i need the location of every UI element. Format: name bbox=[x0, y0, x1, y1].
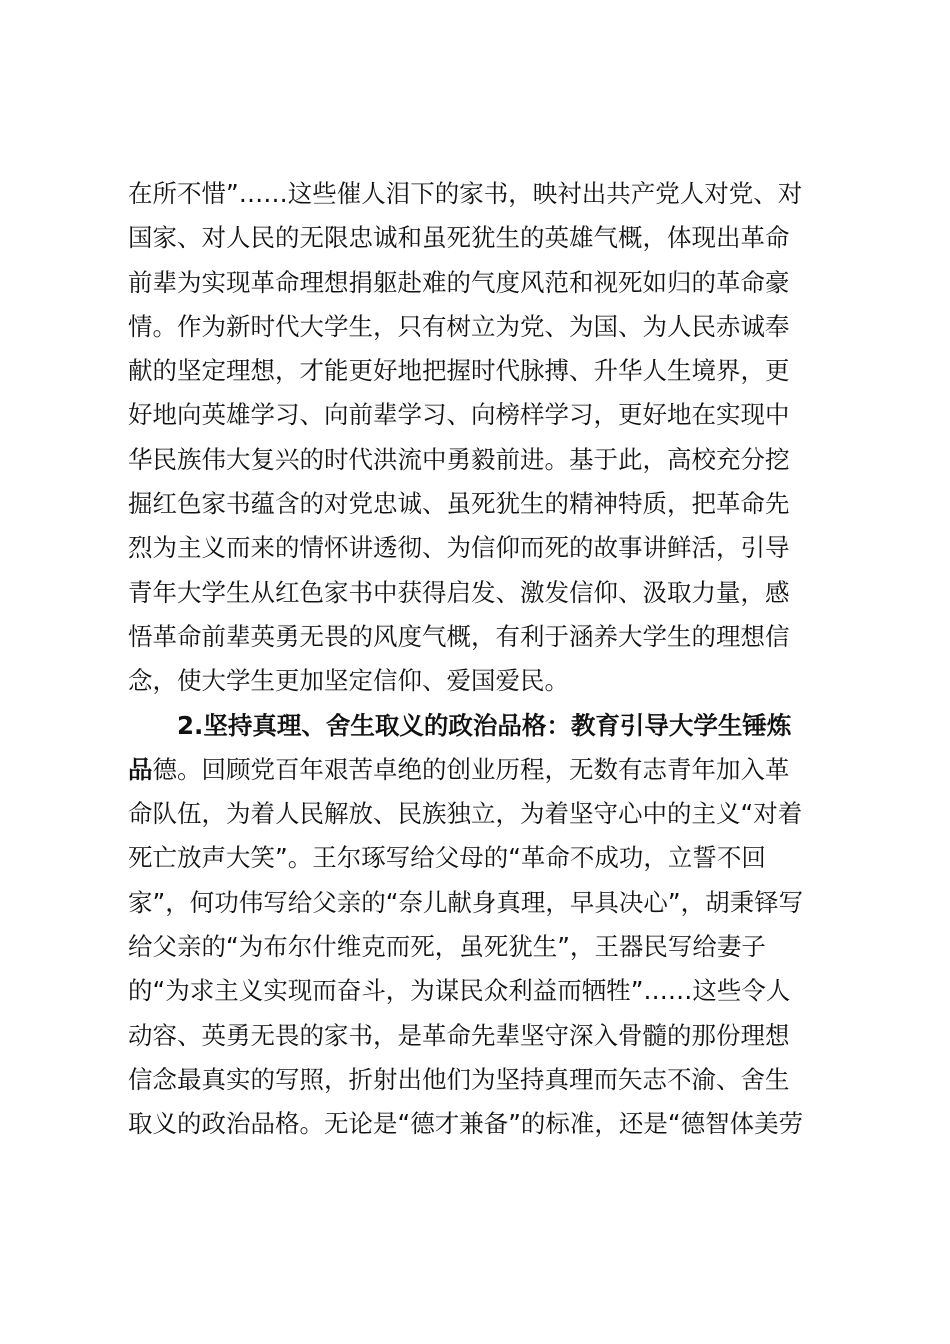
text-line: 掘红色家书蕴含的对党忠诚、虽死犹生的精神特质，把革命先 bbox=[128, 489, 790, 519]
heading-tail: 品 bbox=[128, 754, 153, 784]
text-line: 命队伍，为着人民解放、民族独立，为着坚守心中的主义“对着 bbox=[128, 799, 803, 829]
text-line: 死亡放声大笑”。王尔琢写给父母的“革命不成功，立誓不回 bbox=[128, 843, 766, 873]
text-line: 动容、英勇无畏的家书，是革命先辈坚守深入骨髓的那份理想 bbox=[128, 1020, 790, 1050]
text-line: 的“为求主义实现而奋斗，为谋民众利益而牺牲”……这些令人 bbox=[128, 976, 791, 1006]
text-line: 好地向英雄学习、向前辈学习、向榜样学习，更好地在实现中 bbox=[128, 400, 790, 430]
text-line: 悟革命前辈英勇无畏的风度气概，有利于涵养大学生的理想信 bbox=[128, 621, 790, 651]
text-line: 烈为主义而来的情怀讲透彻、为信仰而死的故事讲鲜活，引导 bbox=[128, 533, 790, 563]
text-line: 给父亲的“为布尔什维克而死，虽死犹生”，王器民写给妻子 bbox=[128, 932, 766, 962]
text-line: 国家、对人民的无限忠诚和虽死犹生的英雄气概，体现出革命 bbox=[128, 223, 790, 253]
section-heading-continuation bbox=[128, 748, 833, 792]
text-line: 情。作为新时代大学生，只有树立为党、为国、为人民赤诚奉 bbox=[128, 311, 790, 341]
text-line: 在所不惜”……这些催人泪下的家书，映衬出共产党人对党、对 bbox=[128, 179, 803, 208]
text-line: 华民族伟大复兴的时代洪流中勇毅前进。基于此，高校充分挖 bbox=[128, 444, 790, 474]
text-line: 念，使大学生更加坚定信仰、爱国爱民。 bbox=[128, 666, 569, 696]
text-line: 青年大学生从红色家书中获得启发、激发信仰、汲取力量，感 bbox=[128, 577, 790, 607]
section-heading: 2.坚持真理、舍生取义的政治品格：教育引导大学生锤炼 bbox=[177, 710, 792, 740]
text-line: 前辈为实现革命理想捐躯赴难的气度风范和视死如归的革命豪 bbox=[128, 267, 790, 297]
text-line: 献的坚定理想，才能更好地把握时代脉搏、升华人生境界，更 bbox=[128, 356, 790, 386]
text-line: 信念最真实的写照，折射出他们为坚持真理而矢志不渝、舍生 bbox=[128, 1064, 790, 1094]
text-line-rest: 德。回顾党百年艰苦卓绝的创业历程，无数有志青年加入革 bbox=[152, 754, 790, 784]
text-line: 家”，何功伟写给父亲的“奈儿献身真理，早具决心”，胡秉铎写 bbox=[128, 887, 804, 917]
text-line: 取义的政治品格。无论是“德才兼备”的标准，还是“德智体美劳 bbox=[128, 1109, 804, 1139]
body-text bbox=[128, 172, 833, 1147]
